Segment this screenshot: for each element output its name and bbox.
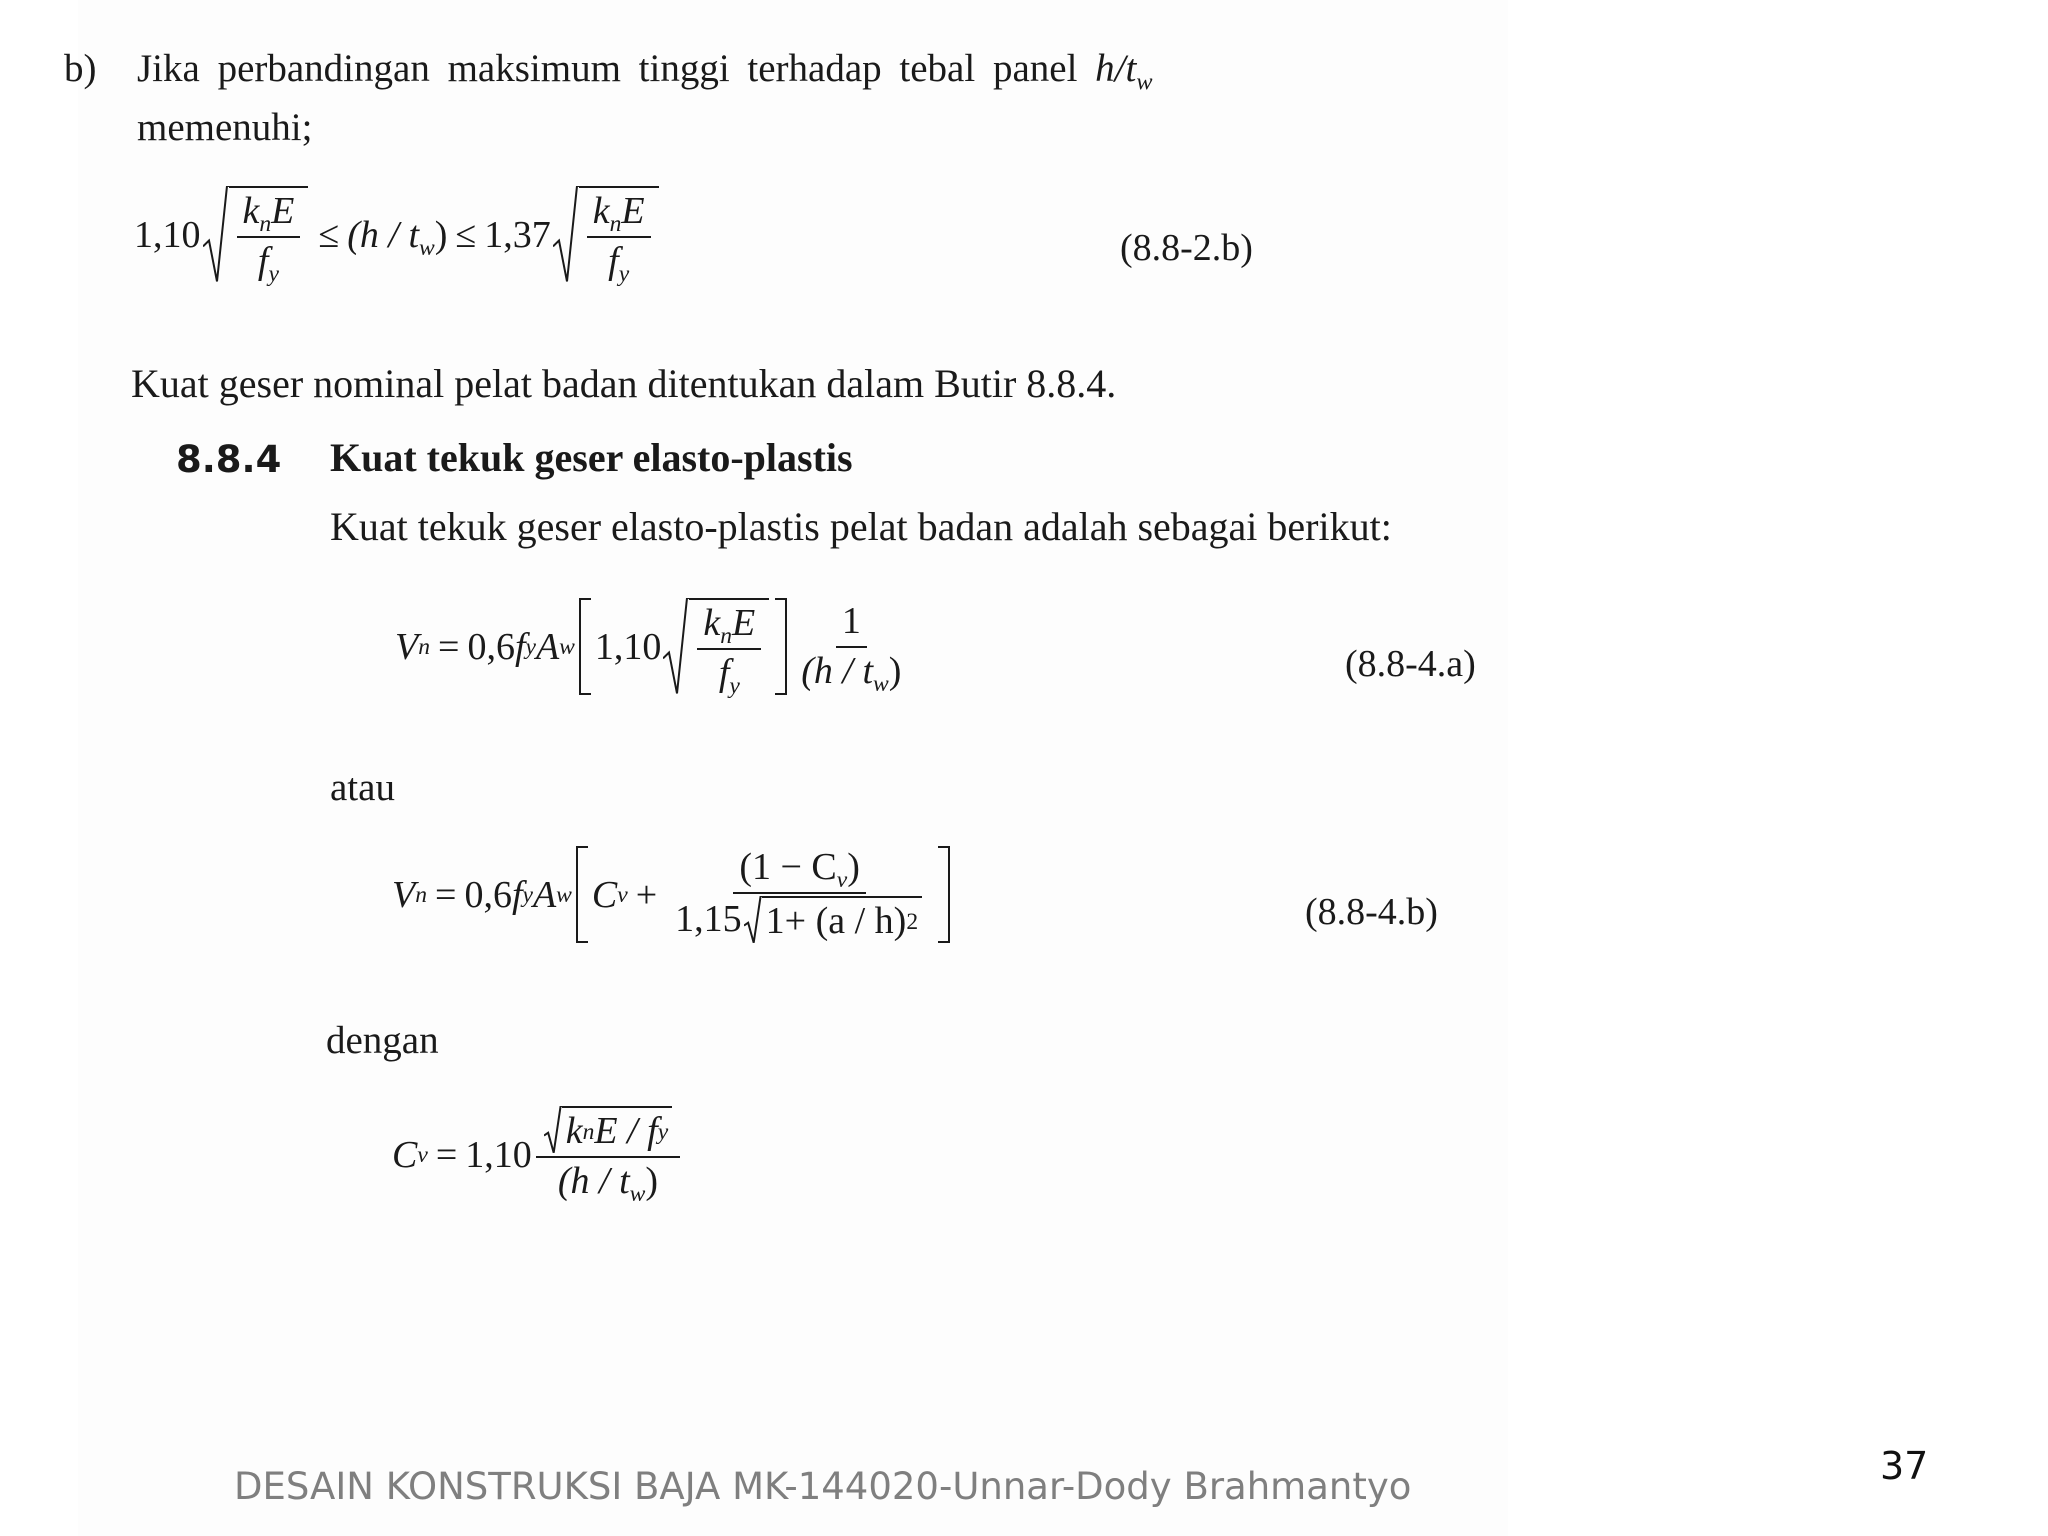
fraction-cv [536, 1106, 680, 1207]
equation-cv: C v = 1,10 k n E / f y $(h / t_w)$ [392, 1106, 684, 1203]
radical-sign [544, 1106, 562, 1154]
y-sub: y [729, 672, 740, 699]
paren-close: ) [434, 213, 448, 256]
k-symbol: k [592, 190, 610, 232]
w-sub: w [419, 234, 435, 261]
equation-number-8-8-4a: (8.8-4.a) [1345, 643, 1476, 685]
f-symbol: f [718, 651, 730, 694]
sqrt-1 [203, 186, 309, 287]
coef-1-10: 1,10 [594, 625, 662, 668]
one-minus-c: (1 − C [739, 846, 837, 888]
section-title: Kuat tekuk geser elasto-plastis [330, 435, 853, 480]
section-number [176, 438, 281, 482]
leq-sign: ≤ [318, 213, 340, 256]
e-over-f: E / f [594, 1110, 658, 1152]
h-tw-ratio [347, 213, 448, 261]
v-sub: v [836, 867, 848, 894]
coef-0-6: 0,6 [467, 625, 515, 668]
sqrt: k n E / f y [544, 1106, 672, 1154]
a-symbol: A [535, 625, 560, 668]
leq-sign-2: ≤ [455, 213, 477, 256]
f-symbol: f [511, 873, 523, 916]
atau-text: atau [330, 766, 395, 809]
fraction-kn-e-fy-2 [587, 190, 651, 287]
section-intro: Kuat tekuk geser elasto-plastis pelat badan adalah sebagai berikut: [330, 504, 1392, 549]
y-sub: y [618, 260, 630, 287]
n-sub: n [259, 211, 272, 238]
f-symbol: f [257, 239, 269, 282]
k-symbol: k [703, 602, 721, 644]
footer-text: DESAIN KONSTRUKSI BAJA MK-144020-Unnar-Dody Brahmantyo [234, 1465, 1412, 1508]
bracket-group [575, 598, 791, 699]
numerator-one: 1 [836, 600, 867, 648]
coef-1-10: 1,10 [465, 1133, 532, 1176]
w-sub: w [629, 1180, 646, 1207]
plus-sign: + [635, 873, 658, 916]
k-symbol: k [565, 1110, 583, 1152]
dengan-text: dengan [326, 1019, 439, 1062]
item-b-text: Jika perbandingan maksimum tinggi terhadap tebal panel [137, 47, 1078, 90]
bracket-group: C v + $(1 - C_v)$ 1,15 1+ (a / h) 2 [572, 846, 954, 943]
radical-sign [203, 186, 229, 283]
v-symbol: V [392, 873, 416, 916]
radical-sign [744, 896, 762, 944]
fraction-kn-e-fy [237, 190, 301, 287]
item-marker: b) [64, 47, 97, 90]
right-bracket [775, 598, 787, 695]
sqrt [663, 598, 769, 699]
fraction-cv-term [669, 846, 930, 943]
h-tw: (h / t [801, 649, 874, 692]
equals-sign: = [435, 1133, 458, 1176]
e-symbol: E [732, 602, 756, 644]
equation-number-8-8-4b: (8.8-4.b) [1305, 891, 1438, 933]
right-bracket [938, 846, 950, 943]
n-sub: n [609, 211, 622, 238]
paren-close: ) [847, 846, 860, 888]
note-text: Kuat geser nominal pelat badan ditentukan dalam Butir 8.8.4. [131, 361, 1117, 406]
fraction-one-over-h-tw [795, 600, 907, 697]
equation-8-8-2b [134, 186, 661, 287]
a-symbol: A [532, 873, 557, 916]
n-sub: n [720, 623, 733, 650]
coef-1-15: 1,15 [675, 897, 742, 940]
v-symbol: V [395, 625, 419, 668]
item-b-line2: memenuhi; [137, 106, 313, 149]
equation-number-8-8-2b: (8.8-2.b) [1120, 227, 1253, 269]
paren-close: ) [645, 1159, 659, 1202]
e-symbol: E [621, 190, 645, 232]
left-bracket [576, 846, 588, 943]
e-symbol: E [271, 190, 295, 232]
page-number: 37 [1880, 1444, 1929, 1488]
ratio-h-tw: h/t [1095, 47, 1137, 90]
equation-8-8-4a: V n = 0,6 f y A w 1,10 $\frac{k_nE}{f_y}$ $\frac{1}{(h / t_w)}$ [395, 598, 911, 695]
section-number-text: 8.8.4 [176, 438, 282, 481]
h-tw: (h / t [347, 213, 420, 256]
sqrt-2 [553, 186, 659, 287]
sqrt: 1+ (a / h) 2 [744, 896, 922, 944]
radical-sign [553, 186, 579, 283]
radical-sign [663, 598, 689, 695]
f-symbol: f [608, 239, 619, 282]
left-bracket [579, 598, 591, 695]
coef-0-6: 0,6 [464, 873, 512, 916]
paren-close: ) [888, 649, 902, 692]
k-symbol: k [242, 190, 260, 232]
equals-sign: = [438, 625, 460, 668]
equals-sign: = [435, 873, 457, 916]
one-plus-a-over-h: 1+ (a / h) [765, 899, 907, 942]
item-b-line1 [137, 46, 1153, 96]
f-symbol: f [514, 625, 526, 668]
y-sub: y [268, 260, 279, 287]
w-sub: w [873, 670, 889, 697]
fraction-kn-e-fy [697, 602, 761, 699]
equation-8-8-4b: V n = 0,6 f y A w C v + $(1 - C_v)$ 1,15 1+ (a / h) 2 [392, 846, 954, 943]
eq-coef-1: 1,10 [134, 213, 201, 256]
c-symbol: C [392, 1133, 418, 1176]
h-tw: (h / t [557, 1159, 630, 1202]
ratio-sub: w [1136, 68, 1153, 96]
c-symbol: C [591, 873, 618, 916]
eq-coef-2: 1,37 [484, 213, 551, 256]
